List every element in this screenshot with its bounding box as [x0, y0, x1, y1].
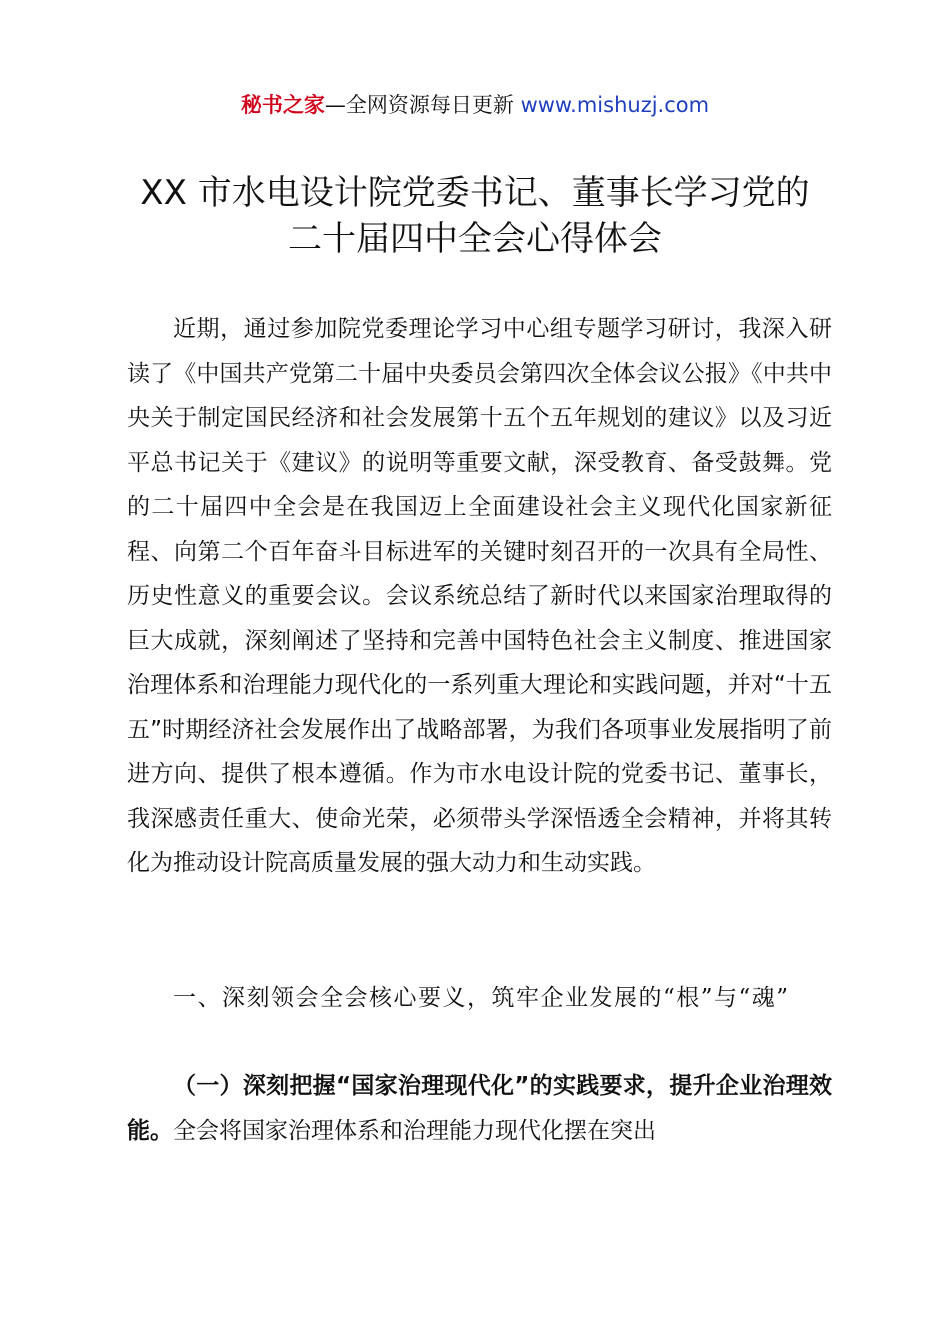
site-header [0, 90, 950, 120]
site-brand: 秘书之家 [240, 93, 325, 117]
subsection-heading: （一）深刻把握“国家治理现代化”的实践要求，提升企业治理效能。 [127, 1073, 832, 1144]
title-line-2: 二十届四中全会心得体会 [288, 219, 662, 259]
site-url[interactable]: www.mishuzj.com [520, 93, 710, 117]
subsection-paragraph [127, 1064, 832, 1153]
document-title [100, 170, 850, 262]
section-heading: 一、深刻领会全会核心要义，筑牢企业发展的“根”与“魂” [173, 985, 790, 1011]
subsection-text: 全会将国家治理体系和治理能力现代化摆在突出 [173, 1117, 656, 1144]
title-line-1: XX 市水电设计院党委书记、董事长学习党的 [140, 173, 810, 213]
intro-paragraph: 近期，通过参加院党委理论学习中心组专题学习研讨，我深入研读了《中国共产党第二十届中央委员会第四次全体会议公报》《中共中央关于制定国民经济和社会发展第十五个五年规划的建议》以及习近平总书记关于《建议》的说明等重要文献，深受教育、备受鼓舞。党的二十届四中全会是在我国迈上全面建设社会主义现代化国家新征程、向第二个百年奋斗目标进军的关键时刻召开的一次具有全局性、历史性意义的重要会议。会议系统总结了新时代以来国家治理取得的巨大成就，深刻阐述了坚持和完善中国特色社会主义制度、推进国家治理体系和治理能力现代化的一系列重大理论和实践问题，并对“十五五”时期经济社会发展作出了战略部署，为我们各项事业发展指明了前进方向、提供了根本遵循。作为市水电设计院的党委书记、董事长，我深感责任重大、使命光荣，必须带头学深悟透全会精神，并将其转化为推动设计院高质量发展的强大动力和生动实践。 [127, 316, 832, 876]
site-tagline: —全网资源每日更新 [324, 93, 521, 117]
